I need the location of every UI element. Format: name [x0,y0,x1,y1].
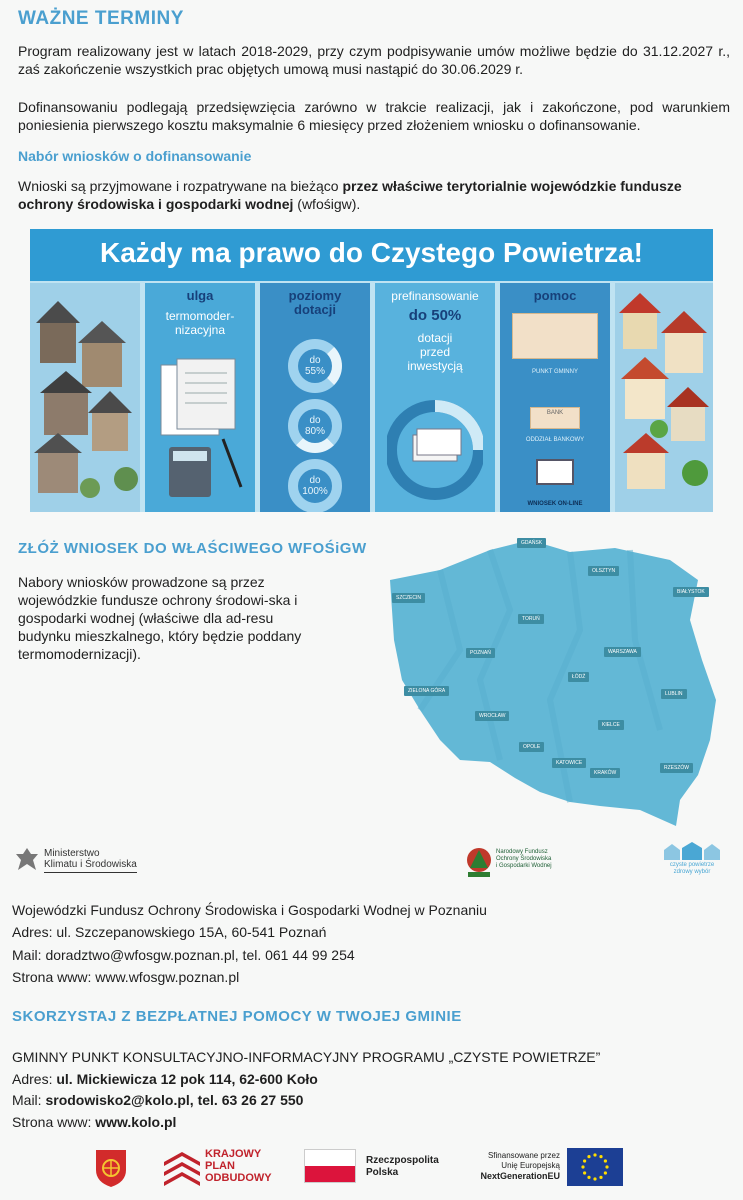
contact1-mail: Mail: doradztwo@wfosgw.poznan.pl, tel. 061 44 99 254 [12,946,355,963]
eu-star [599,1155,602,1158]
poland-map-shape [380,530,742,830]
heading-zloz-wniosek: ZŁÓŻ WNIOSEK DO WŁAŚCIWEGO WFOŚiGW [18,540,367,557]
contact2-mail: srodowisko2@kolo.pl, tel. 63 26 27 550 [45,1092,304,1108]
prefin-subtitle: dotacji przed inwestycją [407,331,463,373]
contact-gmina [12,1047,600,1133]
prefin-title: prefinansowanie [391,289,479,303]
contact1-www: Strona www: www.wfosgw.poznan.pl [12,968,240,985]
pomoc-item-4: WNIOSEK ON-LINE [527,501,583,507]
kpo-logo-icon [164,1150,200,1186]
contact2-address-line [12,1069,600,1091]
nfos-logo-tree [466,846,492,880]
money-stack-icon [387,395,483,505]
ulga-title: ulga [186,288,214,303]
city-tag-gdansk: GDAŃSK [517,538,546,548]
houses-right-illustration [615,283,713,512]
polish-flag-red [305,1166,355,1182]
city-tag-torun: TORUŃ [518,614,544,624]
kolo-coat-of-arms [94,1148,128,1188]
column-poziomy-dotacji [260,283,370,512]
pomoc-item-1: PUNKT GMINNY [532,369,578,375]
eu-star [604,1159,607,1162]
city-tag-katowice: KATOWICE [552,758,586,768]
column-ulga [145,283,255,512]
eu-star [604,1171,607,1174]
contact2-address-label: Adres: [12,1070,57,1087]
level-label-1: do 55% [304,355,325,377]
eu-text-3: NextGenerationEU [480,1171,560,1181]
eu-flag-icon [567,1148,623,1186]
poziomy-title: poziomy dotacji [288,288,342,317]
wfos-paragraph: Nabory wniosków prowadzone są przez wojewódzkie fundusze ochrony środowi-ska i gospodarki wodnej (właściwe dla ad-resu budynku mieszkalnego, który będzie poddany termomodernizacji). [18,574,302,662]
pomoc-item-2: BANK [546,410,564,416]
contact2-www: www.kolo.pl [95,1113,177,1130]
subheading-nabor: Nabór wniosków o dofinansowanie [18,148,252,164]
terms-paragraph-1: Program realizowany jest w latach 2018-2029, przy czym podpisywanie umów możliwe będzie do 31.12.2027 r., zaś zakończenie wszystkich prac objętych umową musi nastąpić do 30.06.2029 r. [18,43,730,77]
contact2-mail-label: Mail: [12,1092,46,1108]
city-tag-rzeszow: RZESZÓW [660,763,693,773]
ministry-logo-text: Ministerstwo Klimatu i Środowiska [44,848,137,873]
polish-flag-white [305,1150,355,1166]
para3-text-c: (wfośigw). [293,196,361,212]
laptop-icon [536,459,574,485]
city-tag-warszawa: WARSZAWA [604,647,641,657]
terms-paragraph-2: Dofinansowaniu podlegają przedsięwzięcia zarówno w trakcie realizacji, jak i zakończone, pod warunkiem poniesienia pierwszego kosztu maksymalnie 6 miesięcy przed złożeniem wniosku o dofinansowanie. [18,99,730,133]
city-tag-bialystok: BIAŁYSTOK [673,587,709,597]
heading-wazne-terminy: WAŻNE TERMINY [18,8,184,29]
city-tag-kielce: KIELCE [598,720,624,730]
city-tag-wroclaw: WROCŁAW [475,711,509,721]
poland-map [380,530,742,830]
contact2-mail-line [12,1090,600,1112]
eu-star [581,1165,584,1168]
eu-text-1: Sfinansowane przez [487,1151,560,1160]
eu-star [605,1165,608,1168]
infographic-banner [30,229,713,512]
para3-text-a: Wnioski są przyjmowane i rozpatrywane na bieżąco [18,178,343,194]
level-label-2: do 80% [304,415,325,437]
nfos-logo-text: Narodowy Fundusz Ochrony Środowiska i Gospodarki Wodnej [496,849,552,869]
eu-star [599,1176,602,1179]
pomoc-item-3: ODDZIAŁ BANKOWY [525,437,585,443]
municipal-building-icon [512,313,598,359]
eu-star [587,1176,590,1179]
city-tag-lodz: ŁÓDŹ [568,672,589,682]
contact-wfosgw [12,899,487,988]
houses-left-illustration [30,283,140,512]
documents-calculator-icon [155,355,247,505]
contact1-address: Adres: ul. Szczepanowskiego 15A, 60-541 Poznań [12,924,327,941]
column-prefinansowanie [375,283,495,512]
city-tag-krakow: KRAKÓW [590,768,620,778]
czyste-powietrze-logo [664,842,720,876]
city-tag-opole: OPOLE [519,742,544,752]
ulga-subtitle: termomoder- nizacyjna [165,309,235,337]
contact2-www-label: Strona www: [12,1113,96,1130]
kpo-logo-text: KRAJOWY PLAN ODBUDOWY [205,1148,272,1184]
eu-funding-text [462,1151,560,1181]
eu-text-2: Unię Europejską [501,1161,560,1170]
level-label-3: do 100% [302,475,328,497]
city-tag-szczecin: SZCZECIN [392,593,425,603]
column-pomoc [500,283,610,512]
contact1-name: Wojewódzki Fundusz Ochrony Środowiska i Gospodarki Wodnej w Poznaniu [12,902,487,918]
czyste-powietrze-houses-icon [664,842,720,860]
polish-flag-icon [304,1149,356,1183]
banner-title: Każdy ma prawo do Czystego Powietrza! [100,237,643,268]
polish-eagle-emblem [14,846,40,874]
eu-star [593,1177,596,1180]
city-tag-lublin: LUBLIN [661,689,687,699]
contact2-name: GMINNY PUNKT KONSULTACYJNO-INFORMACYJNY PROGRAMU „CZYSTE POWIETRZE” [12,1049,601,1065]
terms-paragraph-3 [18,177,733,213]
eu-star [593,1153,596,1156]
pomoc-title: pomoc [533,288,577,303]
city-tag-poznan: POZNAŃ [466,648,495,658]
heading-skorzystaj: SKORZYSTAJ Z BEZPŁATNEJ POMOCY W TWOJEJ GMINIE [12,1008,462,1025]
eu-star [587,1155,590,1158]
eu-star [583,1171,586,1174]
city-tag-zielona-gora: ZIELONA GÓRA [404,686,449,696]
rzeczpospolita-text: Rzeczpospolita Polska [366,1155,439,1178]
eu-star [583,1159,586,1162]
prefin-percentage: do 50% [408,307,462,324]
city-tag-olsztyn: OLSZTYN [588,566,619,576]
contact2-address: ul. Mickiewicza 12 pok 114, 62-600 Koło [56,1070,318,1087]
para3-text-bold: przez właściwe terytorialnie wojewódzkie fundusze ochrony środowiska i gospodarki wodnej [18,178,682,212]
bank-icon [530,407,580,429]
contact2-www-line [12,1112,600,1134]
czyste-powietrze-text: czyste powietrze zdrowy wybór [669,862,715,875]
